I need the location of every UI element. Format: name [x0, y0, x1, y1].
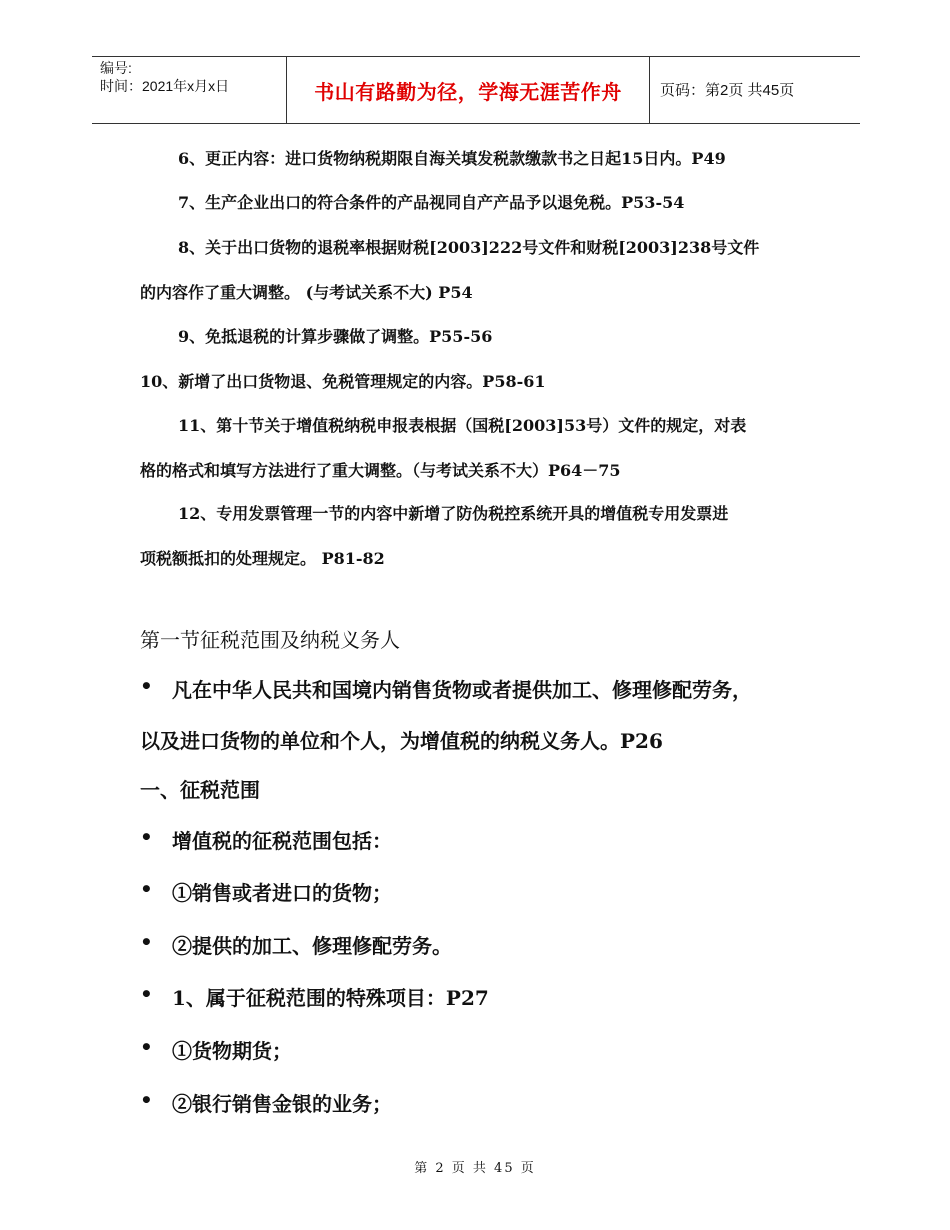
bullet-text: 1、属于征税范围的特殊项目：P27	[172, 986, 489, 1010]
bullet-dot: •	[140, 1088, 153, 1112]
bullet-intro-line2: 以及进口货物的单位和个人，为增值税的纳税义务人。P26	[140, 729, 663, 753]
change-item-9	[178, 324, 858, 347]
bullet-text: 凡在中华人民共和国境内销售货物或者提供加工、修理修配劳务，	[172, 678, 752, 702]
bullet-text: ②银行销售金银的业务；	[172, 1092, 392, 1116]
time-label: 时间：2021年x月x日	[100, 78, 230, 94]
change-text: 生产企业出口的符合条件的产品视同自产产品予以退免税。P53-54	[205, 193, 685, 212]
number-label: 编号:	[100, 60, 132, 76]
header-meta	[100, 59, 229, 95]
change-text: 免抵退税的计算步骤做了调整。P55-56	[205, 327, 493, 346]
page-info: 页码：第2页 共45页	[660, 82, 795, 99]
change-number: 6、	[178, 149, 206, 168]
bullet-dot: •	[140, 674, 153, 698]
change-item-12-line2: 项税额抵扣的处理规定。 P81-82	[140, 549, 385, 568]
change-number: 7、	[178, 193, 206, 212]
change-item-11-line1: 11、第十节关于增值税纳税申报表根据（国税[2003]53号）文件的规定，对表	[178, 416, 747, 435]
bullet-dot: •	[140, 825, 153, 849]
page-header	[92, 56, 860, 124]
change-item-7	[178, 190, 858, 213]
bullet-text: ①销售或者进口的货物；	[172, 881, 392, 905]
bullet-dot: •	[140, 1035, 153, 1059]
change-item-10	[140, 369, 820, 392]
change-item-6	[178, 146, 858, 169]
bullet-text: ②提供的加工、修理修配劳务。	[172, 934, 452, 958]
subsection-title: 一、征税范围	[140, 778, 260, 802]
bullet-dot: •	[140, 877, 153, 901]
change-number: 10、	[140, 372, 179, 391]
change-item-8-line2: 的内容作了重大调整。 (与考试关系不大) P54	[140, 283, 473, 302]
change-item-11-line2: 格的格式和填写方法进行了重大调整。（与考试关系不大）P64－75	[140, 461, 621, 480]
change-item-8-line1: 8、关于出口货物的退税率根据财税[2003]222号文件和财税[2003]238号文件	[178, 238, 760, 257]
change-text: 新增了出口货物退、免税管理规定的内容。P58-61	[178, 372, 546, 391]
page-footer: 第 2 页 共 45 页	[414, 1161, 536, 1176]
motto: 书山有路勤为径，学海无涯苦作舟	[286, 57, 650, 123]
section-title: 第一节征税范围及纳税义务人	[140, 628, 400, 652]
bullet-text: 增值税的征税范围包括：	[172, 829, 392, 853]
change-item-12-line1: 12、专用发票管理一节的内容中新增了防伪税控系统开具的增值税专用发票进	[178, 504, 729, 523]
bullet-dot: •	[140, 982, 153, 1006]
change-number: 9、	[178, 327, 206, 346]
bullet-text: ①货物期货；	[172, 1039, 292, 1063]
bullet-dot: •	[140, 930, 153, 954]
change-text: 更正内容：进口货物纳税期限自海关填发税款缴款书之日起15日内。P49	[205, 149, 726, 168]
